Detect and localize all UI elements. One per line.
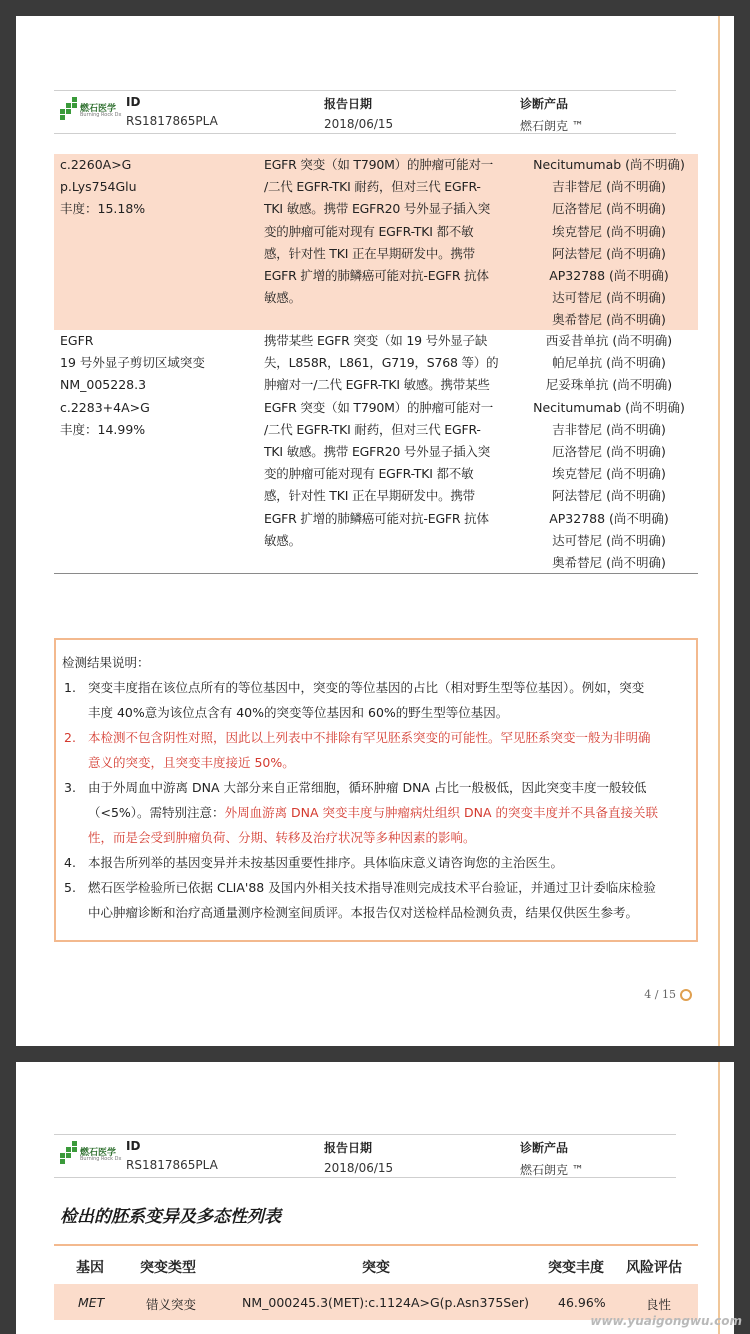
section-title: 检出的胚系变异及多态性列表 — [60, 1207, 281, 1227]
header-id: ID RS1817865PLA — [126, 95, 218, 128]
note-item: 5. 燃石医学检验所已依据 CLIA'88 及国内外相关技术指导准则完成技术平台验证，并通过卫计委临床检验 中心肿瘤诊断和治疗高通量测序检测室间质评。本报告仅对送检样品检测负责，结果仅供医生参考。 — [64, 880, 656, 920]
header-product: 诊断产品 燃石朗克 ™ — [520, 1141, 584, 1177]
logo-icon — [60, 1145, 78, 1163]
watermark-text: www.yuaigongwu.com — [590, 1314, 742, 1328]
header-id: ID RS1817865PLA — [126, 1139, 218, 1172]
note-item-warning: 2. 本检测不包含阴性对照，因此以上列表中不排除有罕见胚系突变的可能性。罕见胚系突变一般为非明确 意义的突变，且突变丰度接近 50%。 — [64, 730, 651, 770]
logo-text: 燃石医学 — [80, 1148, 117, 1158]
variant-info: c.2260A>G p.Lys754Glu 丰度：15.18% — [60, 157, 146, 217]
report-page-5 — [16, 1062, 734, 1334]
report-header — [54, 1134, 676, 1178]
header-product: 诊断产品 燃石朗克 ™ — [520, 97, 584, 133]
note-item: 1. 突变丰度指在该位点所有的等位基因中，突变的等位基因的占比（相对野生型等位基因）。例如，突变 丰度 40%意为该位点含有 40%的突变等位基因和 60%的野生型等位基因。 — [64, 680, 645, 720]
table-row: MET 错义突变 NM_000245.3(MET):c.1124A>G(p.Asn375Ser) 46.96% 良性 — [54, 1284, 698, 1320]
company-logo — [60, 99, 120, 123]
company-logo — [60, 1143, 120, 1167]
variant-row — [54, 330, 698, 574]
variant-info: EGFR 19 号外显子剪切区域突变 NM_005228.3 c.2283+4A>G 丰度：14.99% — [60, 333, 205, 437]
logo-subtext: Burning Rock Dx — [80, 1156, 122, 1162]
page-circle-icon — [680, 989, 692, 1001]
report-header — [54, 90, 676, 134]
variant-description: 携带某些 EGFR 突变（如 19 号外显子缺 失，L858R，L861，G719，S768 等）的 肿瘤对一/二代 EGFR-TKI 敏感。携带某些 EGFR 突变（如 T790M）的肿瘤可能对一 /二代 EGFR-TKI 耐药，但对三代 EGFR- TKI 敏感。携带 EGFR20 号外显子插入突 变的肿瘤可能对现有 EGFR-TKI 都不敏 感，针对性 TKI 正在早期研发中。携带 EGFR 扩增的肺鳞癌可能对抗-EGFR 抗体 敏感。 — [264, 333, 499, 548]
drug-list: 西妥昔单抗 (尚不明确) 帕尼单抗 (尚不明确) 尼妥珠单抗 (尚不明确) Necitumumab (尚不明确) 吉非替尼 (尚不明确) 厄洛替尼 (尚不明确) 埃克替尼 (尚不明确) 阿法替尼 (尚不明确) AP32788 (尚不明确) 达可替尼 (尚不明确) 奥希替尼 (尚不明确) — [533, 333, 685, 571]
logo-text: 燃石医学 — [80, 104, 117, 114]
table-header: 基因 突变类型 突变 突变丰度 风险评估 — [54, 1244, 698, 1284]
page-edge-line — [718, 1062, 720, 1334]
variant-description: EGFR 突变（如 T790M）的肿瘤可能对一 /二代 EGFR-TKI 耐药，但对三代 EGFR- TKI 敏感。携带 EGFR20 号外显子插入突 变的肿瘤可能对现有 EGFR-TKI 都不敏 感，针对性 TKI 正在早期研发中。携带 EGFR 扩增的肺鳞癌可能对抗-EGFR 抗体 敏感。 — [264, 157, 494, 306]
variant-row — [54, 154, 698, 330]
drug-list: Necitumumab (尚不明确) 吉非替尼 (尚不明确) 厄洛替尼 (尚不明确) 埃克替尼 (尚不明确) 阿法替尼 (尚不明确) AP32788 (尚不明确) 达可替尼 (尚不明确) 奥希替尼 (尚不明确) — [533, 157, 685, 328]
results-notes-box — [54, 638, 698, 942]
notes-title: 检测结果说明： — [62, 655, 150, 670]
header-date: 报告日期 2018/06/15 — [324, 1141, 394, 1175]
logo-subtext: Burning Rock Dx — [80, 112, 122, 118]
page-edge-line — [718, 16, 720, 1046]
report-page-4 — [16, 16, 734, 1046]
logo-icon — [60, 101, 78, 119]
note-item: 4. 本报告所列举的基因变异并未按基因重要性排序。具体临床意义请咨询您的主治医生。 — [64, 855, 564, 870]
header-date: 报告日期 2018/06/15 — [324, 97, 394, 131]
germline-variant-table — [54, 1244, 698, 1320]
page-number: 4 / 15 — [644, 988, 692, 1001]
note-item: 3. 由于外周血中游离 DNA 大部分来自正常细胞，循环肿瘤 DNA 占比一般极低，因此突变丰度一般较低 （<5%）。需特别注意：外周血游离 DNA 突变丰度与肿瘤病灶组织 DNA 的突变丰度并不具备直接关联 性，而是会受到肿瘤负荷、分期、转移及治疗状况等多种因素的影响。 — [64, 780, 659, 845]
